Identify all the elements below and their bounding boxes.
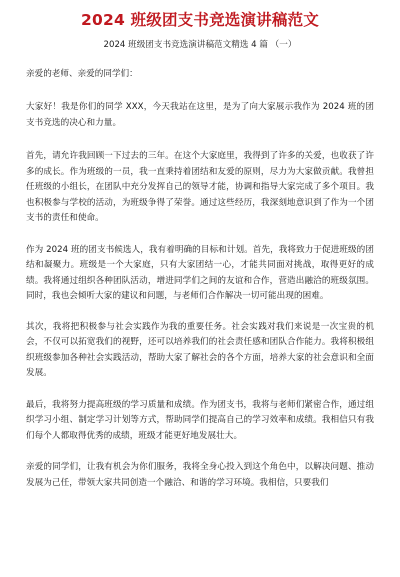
paragraph-closing: 亲爱的同学们，让我有机会为你们服务，我将全身心投入到这个角色中，以解决问题、推动发展为己任，带领大家共同创造一个融洽、和谐的学习环境。我相信，只要我们 (26, 462, 374, 488)
paragraph-goals: 作为 2024 班的团支书候选人，我有着明确的目标和计划。首先，我将致力于促进班级的团结和凝聚力。班级是一个大家庭，只有大家团结一心，才能共同面对挑战，取得更好的成绩。我将通过组织各种团队活动，增进同学们之间的友谊和合作，营造出融洽的班级氛围。同时，我也会倾听大家的建议和问题，与老师们合作解决一切可能出现的困难。 (26, 244, 374, 301)
paragraph-social-practice: 其次，我将把积极参与社会实践作为我的重要任务。社会实践对我们来说是一次宝贵的机会，不仅可以拓宽我们的视野，还可以培养我们的社会责任感和团队合作能力。我将积极组织班级参加各种社会实践活动，帮助大家了解社会的各个方面，培养大家的社会意识和全面发展。 (26, 321, 374, 378)
paragraph-review: 首先，请允许我回顾一下过去的三年。在这个大家庭里，我得到了许多的关爱，也收获了许多的成长。作为班级的一员，我一直秉持着团结和友爱的原则，尽力为大家做贡献。我曾担任班级的小组长，在团队中充分发挥自己的领导才能，协调和指导大家完成了多个项目。我也积极参与学校的活动，为班级争得了荣誉。通过这些经历，我深刻地意识到了作为一个团支书的责任和使命。 (26, 151, 374, 223)
paragraph-study-quality: 最后，我将努力提高班级的学习质量和成绩。作为团支书，我将与老师们紧密合作，通过组织学习小组、制定学习计划等方式，帮助同学们提高自己的学习效率和成绩。我相信只有我们每个人都取得优秀的成绩，班级才能更好地发展壮大。 (26, 399, 374, 441)
greeting-line: 亲爱的老师、亲爱的同学们： (26, 69, 138, 79)
document-title: 2024 班级团支书竞选演讲稿范文 (81, 11, 319, 29)
paragraph-intro: 大家好！我是你们的同学 XXX，今天我站在这里，是为了向大家展示我作为 2024 班的团支书竞选的决心和力量。 (26, 102, 374, 128)
document-subtitle: 2024 班级团支书竞选演讲稿范文精选 4 篇 （一） (103, 40, 297, 50)
